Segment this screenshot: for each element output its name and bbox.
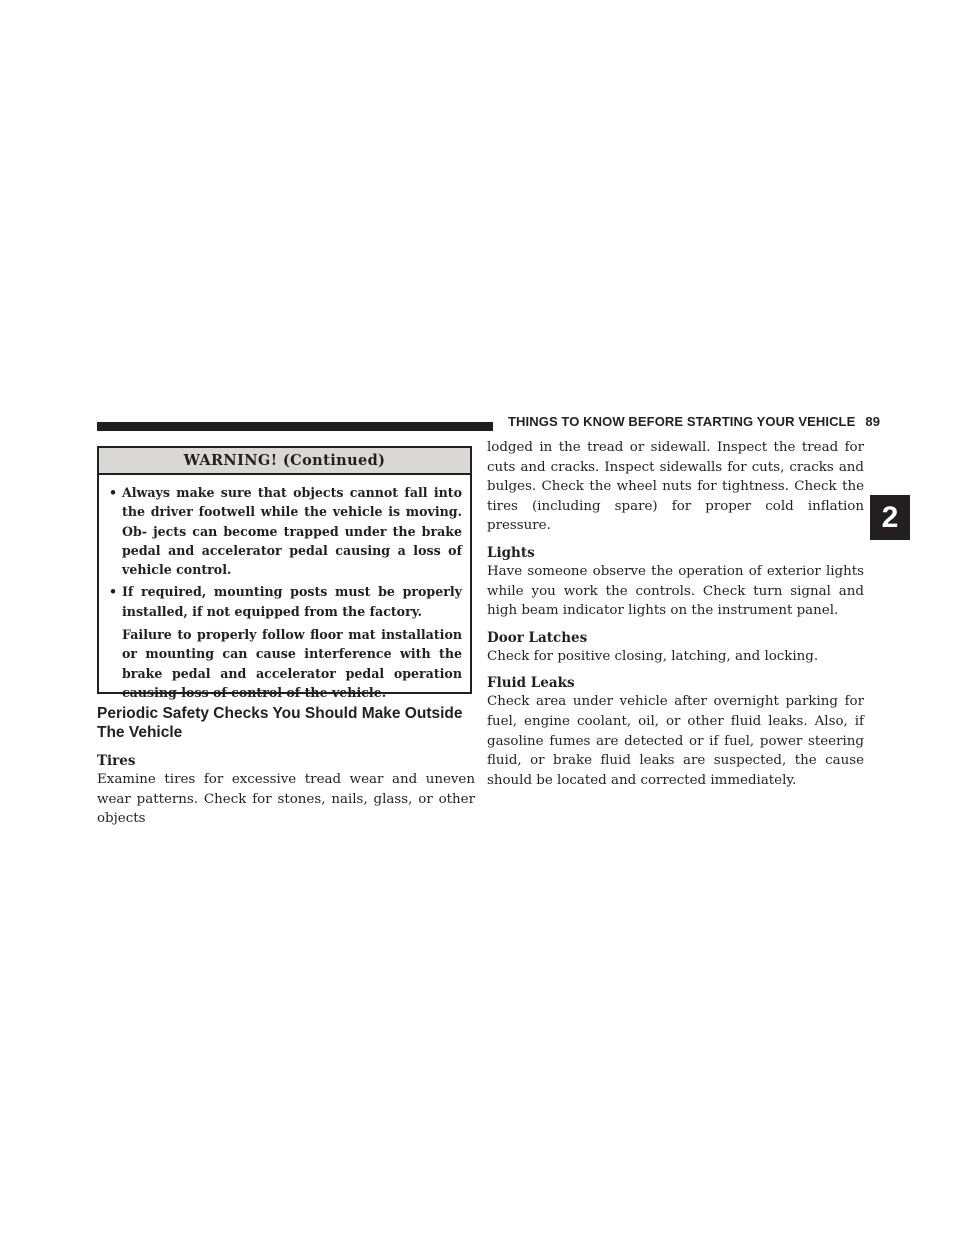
door-latches-heading: Door Latches <box>487 629 588 646</box>
lights-text: Have someone observe the operation of exterior lights while you work the controls. Check turn signal and high beam indicator lights on the instrument panel. <box>487 563 864 619</box>
warning-bullet-text: Always make sure that objects cannot fall into the driver footwell while the vehicle is moving. Ob- jects can become trapped under the brake pedal and accelerator pedal causing a loss of vehicle control. <box>122 485 462 578</box>
page-number: 89 <box>865 414 881 429</box>
chapter-tab: 2 <box>870 495 910 540</box>
running-header <box>508 414 881 429</box>
bullet-icon: • <box>109 485 118 500</box>
fluid-leaks-heading: Fluid Leaks <box>487 675 575 692</box>
warning-box <box>97 446 472 700</box>
lights-heading: Lights <box>487 544 535 561</box>
tires-text-right: lodged in the tread or sidewall. Inspect the tread for cuts and cracks. Inspect sidewalls for cuts, cracks and bulges. Check the wheel nuts for tightness. Check the tires (including spare) for proper cold inflation pressure. <box>487 440 864 534</box>
section-heading: Periodic Safety Checks You Should Make Outside The Vehicle <box>97 705 463 741</box>
warning-body <box>99 475 470 702</box>
right-column <box>487 438 864 790</box>
door-latches-text: Check for positive closing, latching, and locking. <box>487 648 819 664</box>
tires-heading: Tires <box>97 753 136 769</box>
fluid-leaks-text: Check area under vehicle after overnight parking for fuel, engine coolant, oil, or other fluid leaks. Also, if gasoline fumes are detected or if fuel, power steering fluid, or brake fluid leaks are suspected, the cause should be located and corrected immediately. <box>487 694 864 788</box>
tires-block <box>97 752 475 829</box>
section-title: THINGS TO KNOW BEFORE STARTING YOUR VEHICLE <box>508 414 856 429</box>
bullet-icon: • <box>109 584 118 600</box>
warning-bullet-item <box>109 483 462 579</box>
header-rule <box>97 422 493 431</box>
tires-text-left: Examine tires for excessive tread wear and uneven wear patterns. Check for stones, nails, glass, or other objects <box>97 772 475 827</box>
warning-title: WARNING! (Continued) <box>99 448 470 475</box>
warning-bullet-text: If required, mounting posts must be properly installed, if not equipped from the factory. <box>122 584 462 619</box>
warning-bullet-item <box>109 582 462 621</box>
warning-paragraph: Failure to properly follow floor mat installation or mounting can cause interference with the brake pedal and accelerator pedal operation causing loss of control of the vehicle. <box>122 627 462 700</box>
